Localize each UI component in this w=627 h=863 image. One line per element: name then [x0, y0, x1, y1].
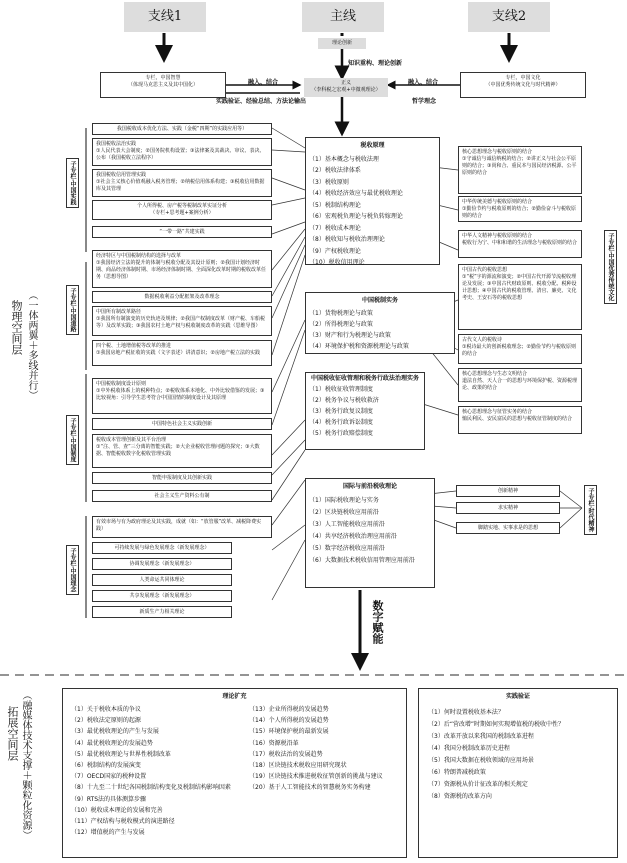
left-merge-label: 融入、结合: [248, 79, 279, 86]
theory-item: （10）税收成本理论的发展和完善: [71, 806, 163, 814]
china-tax-practice-title: 中国税制实务: [361, 297, 398, 304]
theory-item: （7）OECD国家的税种设置: [71, 773, 147, 781]
digital-empowerment-label: 数字赋能: [371, 600, 384, 644]
theory-item: （11）产权结构与税收模式的演进路径: [71, 818, 175, 826]
era-group-label: 子专栏·时代精神: [584, 485, 597, 535]
practice-item: （6）特朗普减税政策: [428, 769, 486, 776]
intl-frontier-box: [305, 478, 435, 588]
extension-space-paren: （融媒体技术支撑＋颗粒化资源）: [20, 690, 31, 840]
theory-item: （13）企业所得税的发展趋势: [249, 706, 329, 713]
practice-top-box: 我国税收成本优化方法、实践（金税“四期”的实践应用等）: [92, 123, 272, 135]
culture-box-7: 核心思想理念与征管实务的结合 恤民利民、安民富民的思想与税收征管制度的结合: [458, 406, 582, 434]
intl-frontier-item: （2）区块链税收应用前沿: [309, 509, 379, 516]
header-branch1: 支线1: [124, 2, 206, 32]
system-box-5: 社会主义生产资料公有制: [92, 490, 272, 502]
system-box-2: 中国特色社会主义实践创新: [92, 418, 272, 430]
group-concept-label: 子专栏·中国理念: [66, 545, 79, 595]
header-main: 主线: [302, 2, 384, 32]
china-tax-practice-box: [305, 292, 455, 354]
extension-space-label: 拓展空间层: [6, 706, 19, 761]
era-item-3: 脚踏实地、实事求是的思想: [456, 522, 560, 534]
tax-admin-item: （1）税收征收管理制度: [309, 386, 373, 393]
tax-principles-box: [305, 137, 440, 265]
knowledge-link-label: 知识重构、理论创新: [348, 60, 403, 67]
culture-box-2: 中华传统美德与税收原则的结合 ①勤俭节约与税收原则的结合；②勤俭奋斗与税收原则的结合: [458, 196, 582, 222]
right-below-label: 哲学理念: [412, 98, 437, 105]
tax-admin-title: 中国税收征收管理和税务行政法治理实务: [310, 375, 419, 382]
group-road-label: 子专栏·中国道路: [66, 285, 79, 335]
china-tax-practice-item: （2）所得税理论与政策: [309, 321, 373, 328]
practice-item: （4）我国分税制改革历史进程: [428, 745, 510, 752]
tax-principles-title: 税收原理: [360, 142, 385, 149]
tax-admin-item: （5）税务行政赔偿制度: [309, 430, 373, 437]
tax-principles-item: （1）基本概念与税收法理: [309, 155, 379, 163]
center-box: 正义 （李科税之宏观+中微观理论）: [304, 78, 388, 97]
theory-item: （12）增值税的产生与发展: [71, 829, 145, 837]
theory-item: （20）基于人工智能技术的智慧税务实务构建: [249, 784, 371, 792]
tax-principles-item: （8）税收知与税收治理理论: [309, 236, 385, 243]
practice-item: （8）资源税的改革方向: [428, 793, 492, 800]
practice-item: （2）后“营改增”时期如何实现增值税的税收中性？: [428, 721, 565, 728]
tax-principles-item: （9）产权税收理论: [309, 247, 361, 255]
china-tax-practice-item: （4）环境保护税和资源税理论与政策: [309, 343, 409, 350]
tax-principles-item: （2）税收法律体系: [309, 167, 361, 174]
physical-space-paren: （一体两翼＋多线并行）: [26, 290, 37, 400]
theory-item: （17）税收法治的发展趋势: [249, 750, 323, 758]
group-practice-label: 子专栏·中国实践: [66, 158, 79, 208]
system-box-4: 智能申报制度及其创新实践: [92, 472, 272, 484]
physical-space-label: 物理空间层: [10, 300, 23, 355]
concept-box-1: 有效市场与有为政府理论及其实践，成就（如：“放管服”改革、减税降费实践）: [92, 516, 272, 538]
theory-item: （14）个人所得税的发展趋势: [249, 717, 329, 725]
tax-admin-item: （3）税务行政复议制度: [309, 408, 373, 415]
system-box-1: 中国税收制度设计原则 ①中外税收体系上的税种特点；②税收体系本地化、中外比较借鉴的发展；③比较视角：引导学生思考符合中国国情的制度设计及其原理: [92, 378, 272, 414]
left-below-label: 实践验证、经验总结、方法论输出: [216, 98, 307, 105]
tax-principles-item: （6）宏观税负理论与税负转嫁理论: [309, 213, 403, 220]
right-merge-label: 融入、结合: [408, 79, 439, 86]
concept-box-4: 人类命运共同体理论: [92, 574, 232, 586]
era-item-1: 创新精神: [456, 485, 560, 497]
culture-box-1: 核心思想理念与税收原则的结合 ①守诚信与诚信纳税的结合；②讲正义与社会公平原则的结合；③尚和合、重民本与国民经济税源、公平原则的结合: [458, 146, 582, 194]
tax-principles-item: （5）税制结构理论: [309, 201, 361, 209]
theory-item: （1）关于税收本质的争议: [71, 706, 141, 713]
concept-box-6: 新质生产力相关理论: [92, 606, 232, 618]
theory-item: （6）税制结构的发展演变: [71, 762, 141, 770]
tax-principles-item: （4）税收经济效应与最优税收理论: [309, 190, 403, 197]
tax-admin-item: （2）税务争议与税收救济: [309, 397, 379, 404]
practice-item: （5）我国大数据在税收领域的应用场景: [428, 757, 534, 764]
intl-frontier-item: （5）数字经济税收应用前沿: [309, 545, 385, 552]
practice-validation-box: [418, 688, 618, 858]
right-source-box: 专栏，中国文化 （中国优秀传统文化与时代精神）: [460, 72, 586, 98]
header-branch2: 支线2: [468, 2, 550, 32]
road-box-4: 四个税、土地增值税等改革的推进 ①我国房地产税征收的实践（文字表述）讲清意识；②房地产税立法的实践: [92, 340, 272, 366]
china-tax-practice-item: （1）货物税理论与政策: [309, 310, 373, 317]
theory-item: （5）最优税收理论与世界性税制改革: [71, 750, 171, 758]
theory-item: （2）税收法定原则的起源: [71, 717, 141, 725]
culture-box-6: 核心思想理念与生态文明结合 道法自然、天人合一的思想与环境保护税、资源税理论、政策的结合: [458, 368, 582, 402]
intl-frontier-item: （6）大数据技术税收信用管理应用前沿: [309, 557, 415, 564]
practice-item: （1）何时设置税收基本法？: [428, 709, 504, 716]
theory-extension-box: [62, 688, 407, 858]
intl-frontier-item: （3）人工智能税收应用前沿: [309, 521, 385, 528]
intl-frontier-item: （4）共享经济税收治理应用前沿: [309, 533, 397, 540]
intl-frontier-title: 国际与前沿税收理论: [342, 483, 397, 490]
tax-admin-item: （4）税务行政诉讼制度: [309, 419, 373, 426]
road-box-3: 中国所有制改革路径 ①我国所有制演变的历史轨迹及规律；②我国产权制度改革（财产税、车船税等）及改革实践；③我国农村土地产权与税收制度改革的实践（思维导图）: [92, 306, 272, 336]
practice-box-1: 我国税收法治实践 ①人民代表大会制度；②国务院机构设置；③法律案及其裁决、审议、表决、公布（我国税收立法程序）: [92, 138, 272, 166]
theory-item: （19）区块链技术推进税收征管创新的挑战与建议: [249, 773, 383, 781]
tax-principles-item: （7）税收成本理论: [309, 224, 361, 232]
theory-innovation-box: 理论创新: [318, 38, 366, 49]
practice-box-4: “一带一路”共建实践: [92, 226, 272, 238]
practice-box-2: 我国税收信用管理实践 ①社会主义核心价值观融入税务管理；②纳税信用体系构建；③税收信用数据库及其管理: [92, 169, 272, 197]
concept-box-5: 共享发展理念（新发展理念）: [92, 590, 232, 602]
tax-principles-item: （10）税收信用理论: [309, 259, 365, 266]
culture-box-3: 中华人文精神与税收原则的结合 税收行为宁、中和和谐的生活理念与税收原则的结合: [458, 230, 582, 258]
concept-box-3: 协调发展理念（新发展理念）: [92, 558, 232, 570]
practice-item: （3）改革开放以来我国的税制改革进程: [428, 733, 534, 740]
theory-item: （16）资源税沿革: [249, 739, 299, 747]
theory-item: （4）最优税收理论的发展趋势: [71, 739, 153, 747]
road-box-1: 经济特区与中国税制结构的选择与改革 ①我国经济立法的提升的体制与税收分配及其设计原则；②我国计划经济时期、商品经济体制时期、市场经济体制时期、全面深化改革时期的税收改革任务（思想导图）: [92, 250, 272, 288]
practice-item: （7）资源税从价计征改革的相关规定: [428, 781, 528, 788]
theory-item: （9）RTS法的具体测算步骤: [71, 795, 147, 803]
theory-item: （15）环境保护税的最新发展: [249, 728, 329, 736]
china-tax-practice-item: （3）财产和行为税理论与政策: [309, 332, 391, 339]
road-box-2: 数据税收利益分配框架及改革理念: [92, 291, 272, 303]
left-source-box: 专栏，中国智慧 （体现马克思主义及其中国化）: [100, 72, 226, 98]
theory-item: （3）最优税收理论的产生与发展: [71, 728, 159, 736]
practice-validation-title: 实践验证: [505, 693, 530, 700]
intl-frontier-item: （1）国际税收理论与实务: [309, 497, 379, 504]
tax-principles-item: （3）税收原则: [309, 178, 349, 186]
era-item-2: 求实精神: [456, 502, 560, 514]
culture-box-5: 古代文人的税收诗 ①税诗最大的创新税收理念；②勤俭节约与税收原则的结合: [458, 334, 582, 364]
culture-group-label: 子专栏·中国优秀传统文化: [604, 230, 617, 304]
theory-item: （8）十九至二十世纪各国税制结构变化及税制结构影响因素: [71, 784, 231, 792]
culture-box-4: 中国古代的税收思想 ①“税”字的源流和演变；②中国古代开源节流税收理论及发展；③中国古代财政原则、税收分配、税种设计思想；④中国古代的税收管理、清官、廉吏、文化考史、王安石等的税收思想: [458, 264, 582, 330]
system-box-3: 税收成本管理创新及其平台治理 ①“注、管、查”三分离的智能实践；②大企业税收管理问题的探究；③大数据、智能税收数字化税收管理实践: [92, 434, 272, 468]
theory-extension-title: 理论扩充: [222, 693, 247, 700]
theory-item: （18）区块链技术税收应用研究现状: [249, 762, 347, 770]
tax-admin-box: [305, 372, 425, 450]
concept-box-2: 可持续发展与绿色发展理念（新发展理念）: [92, 542, 232, 554]
practice-box-3: 个人所得税、房产税等税制改革实证分析 （专栏+思考题+案例分析）: [92, 200, 272, 220]
group-system-label: 子专栏·中国制度: [66, 415, 79, 465]
